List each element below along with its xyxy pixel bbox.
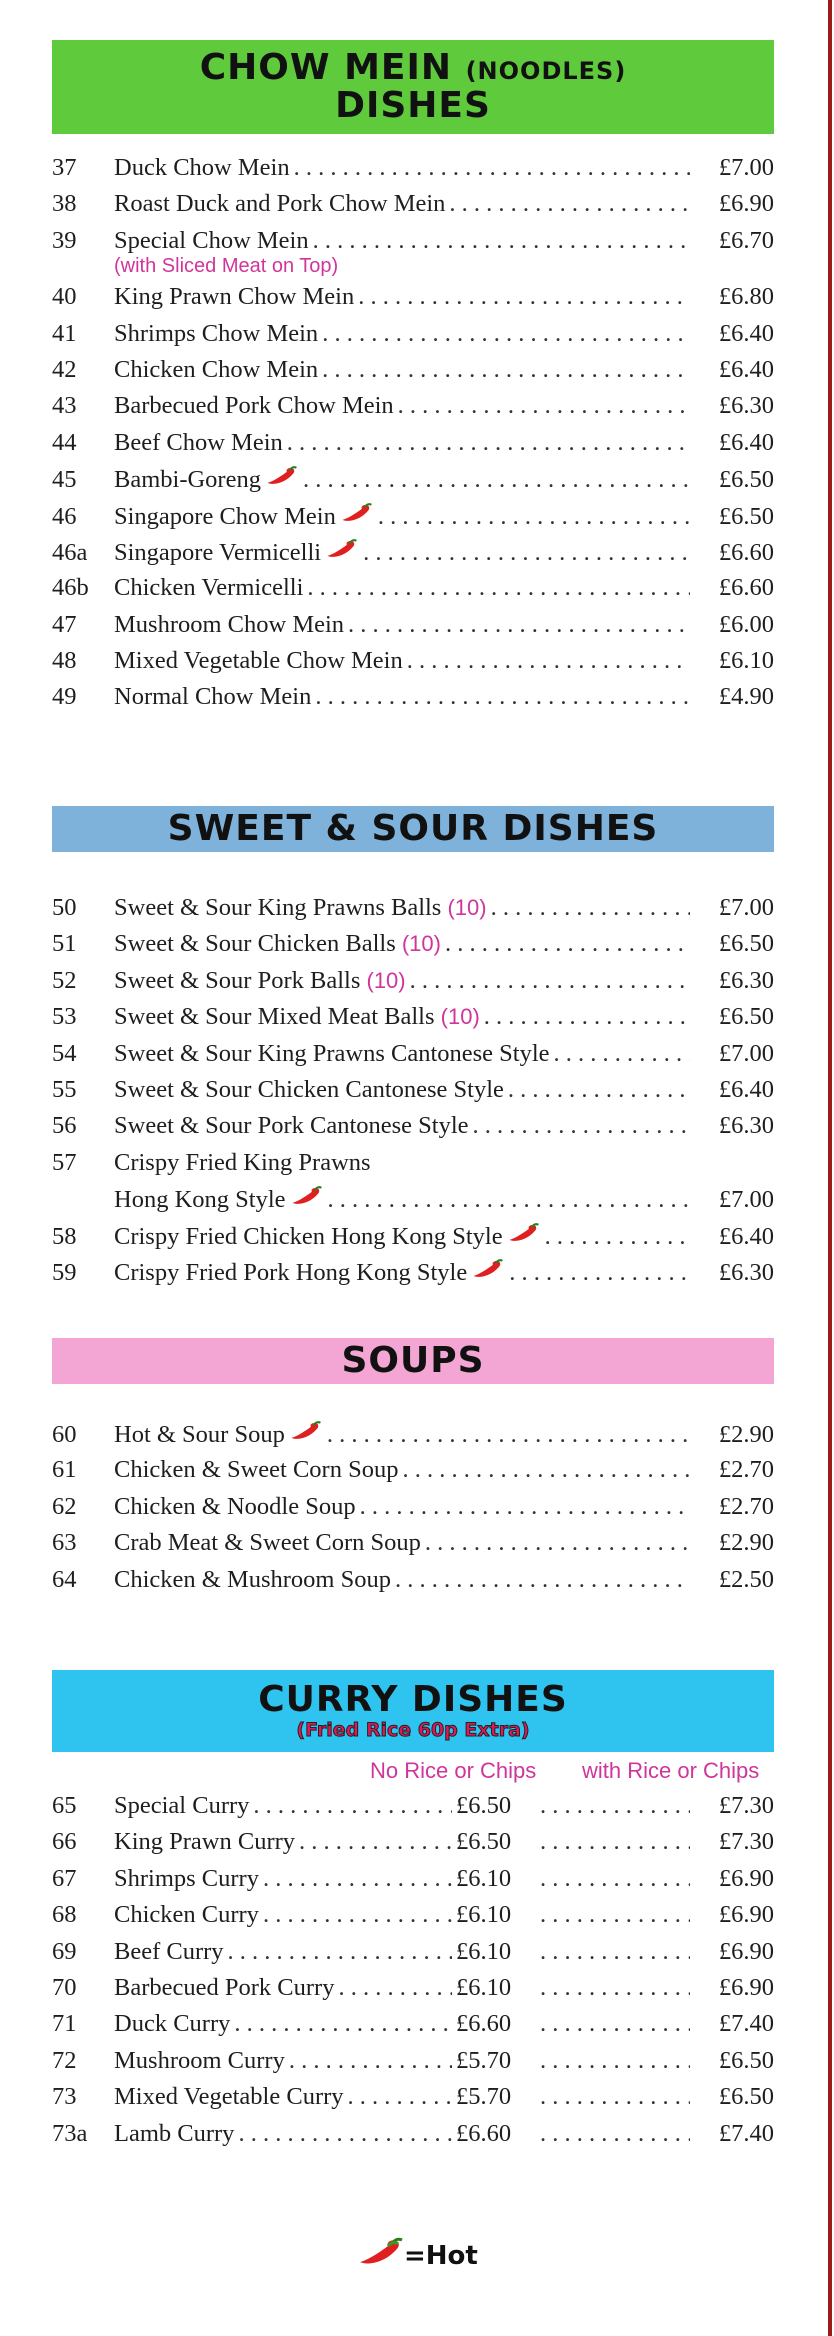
dot-leader — [263, 1865, 452, 1893]
item-number: 46a — [52, 538, 88, 566]
item-price: £2.90 — [718, 1529, 774, 1557]
curry-list — [52, 1792, 774, 2156]
dot-leader — [263, 1901, 452, 1929]
menu-item-row — [52, 1865, 774, 1901]
item-name — [114, 574, 303, 602]
item-name-line2: Hong Kong Style — [114, 1186, 286, 1214]
item-price: £2.50 — [718, 1565, 774, 1593]
item-price: £6.90 — [718, 190, 774, 218]
item-number: 47 — [52, 610, 77, 638]
dot-leader — [407, 647, 690, 675]
item-name — [114, 320, 318, 348]
item-price-with-rice: £7.30 — [718, 1828, 774, 1856]
menu-item-row — [52, 2083, 774, 2119]
chili-pepper-icon — [265, 465, 299, 487]
item-price: £6.60 — [718, 538, 774, 566]
item-number: 64 — [52, 1565, 77, 1593]
item-number: 71 — [52, 2010, 77, 2038]
dot-leader — [540, 1974, 690, 2002]
dot-leader — [228, 1938, 452, 1966]
menu-item-row — [52, 392, 774, 428]
chili-pepper-icon — [290, 1185, 324, 1207]
item-price: £6.40 — [718, 428, 774, 456]
item-name — [114, 356, 318, 384]
item-price: £6.40 — [718, 1222, 774, 1250]
item-name: King Prawn Curry — [114, 1828, 296, 1856]
item-price-with-rice: £6.90 — [718, 1864, 774, 1892]
item-name-text: Barbecued Pork Chow Mein — [114, 392, 394, 420]
menu-item-row — [52, 1792, 774, 1828]
item-price: £2.90 — [718, 1421, 774, 1448]
curry-title: CURRY DISHES — [258, 1679, 568, 1721]
dot-leader — [348, 2083, 452, 2111]
item-name — [114, 930, 441, 958]
item-price-with-rice: £6.90 — [718, 1937, 774, 1965]
item-name — [114, 1456, 398, 1484]
dot-leader — [410, 967, 690, 995]
item-number: 39 — [52, 226, 77, 254]
item-price-no-rice: £6.10 — [456, 1937, 512, 1965]
item-price-no-rice: £6.10 — [456, 1973, 512, 2001]
dot-leader — [348, 611, 690, 639]
item-name-text: Duck Chow Mein — [114, 154, 290, 181]
dot-leader — [425, 1529, 690, 1557]
item-number: 61 — [52, 1456, 77, 1484]
dot-leader — [328, 1186, 691, 1214]
item-price: £4.90 — [718, 683, 774, 711]
sweet-sour-section — [52, 806, 774, 1294]
chili-pepper-icon — [340, 502, 374, 524]
item-name-text: Beef Chow Mein — [114, 428, 283, 456]
item-name-text: Bambi-Goreng — [114, 466, 261, 494]
chow-mein-title-line2: DISHES — [335, 85, 491, 126]
menu-item-row — [52, 1493, 774, 1529]
item-name: Mushroom Curry — [114, 2046, 285, 2074]
sweet-sour-list — [52, 894, 774, 1294]
item-name-text: Chicken Chow Mein — [114, 355, 319, 383]
dot-leader — [509, 1259, 690, 1287]
item-name — [114, 967, 406, 995]
item-number: 72 — [52, 2046, 77, 2074]
dot-leader — [313, 227, 690, 255]
item-price: £6.70 — [718, 226, 774, 254]
item-name-text: Shrimps Chow Mein — [114, 319, 319, 347]
item-name-text: Sweet & Sour Pork Cantonese Style — [114, 1112, 469, 1140]
item-price: £7.00 — [718, 1039, 774, 1067]
item-number: 54 — [52, 1039, 77, 1067]
dot-leader — [238, 2120, 452, 2148]
curry-section — [52, 1670, 774, 2156]
soups-section — [52, 1338, 774, 1602]
item-name-text: Crispy Fried Chicken Hong Kong Style — [114, 1222, 503, 1250]
dot-leader — [449, 190, 690, 218]
menu-item-row — [52, 1258, 774, 1294]
dot-leader — [360, 1493, 690, 1521]
legend-text: =Hot — [404, 2240, 478, 2271]
item-number: 73a — [52, 2119, 88, 2147]
item-name — [114, 466, 261, 494]
item-price: £6.30 — [718, 392, 774, 420]
item-price-no-rice: £5.70 — [456, 2046, 512, 2074]
menu-item-row — [52, 967, 774, 1003]
item-name-text: Normal Chow Mein — [114, 683, 312, 711]
dot-leader — [363, 539, 690, 567]
item-name — [114, 1112, 469, 1140]
item-number: 66 — [52, 1828, 77, 1856]
item-price: £6.40 — [718, 355, 774, 383]
item-name-text: Sweet & Sour Pork Balls — [114, 966, 361, 994]
item-number: 59 — [52, 1258, 77, 1286]
menu-item-row — [52, 538, 774, 574]
menu-item-row-continued — [52, 1185, 774, 1221]
soups-list — [52, 1420, 774, 1602]
item-price-with-rice: £6.50 — [718, 2046, 774, 2074]
chili-pepper-icon — [289, 1420, 323, 1442]
item-name: Chicken Curry — [114, 1901, 259, 1929]
item-name — [114, 429, 283, 457]
item-name — [114, 1040, 550, 1068]
page-edge — [824, 0, 834, 2336]
curry-banner — [52, 1670, 774, 1752]
item-name-text: Sweet & Sour King Prawns Cantonese Style — [114, 1039, 550, 1067]
menu-item-row — [52, 1566, 774, 1602]
item-name — [114, 611, 344, 639]
item-name — [114, 683, 311, 711]
menu-item-row — [52, 1003, 774, 1039]
item-number: 57 — [52, 1148, 77, 1176]
menu-item-row — [52, 574, 774, 610]
menu-item-row — [52, 1076, 774, 1112]
menu-item-row — [52, 2047, 774, 2083]
chow-mein-list — [52, 154, 774, 720]
item-number: 38 — [52, 190, 77, 218]
item-name — [114, 1223, 503, 1251]
item-price: £6.60 — [718, 574, 774, 602]
item-name-text: Singapore Chow Mein — [114, 502, 336, 530]
item-name-text: Crispy Fried Pork Hong Kong Style — [114, 1258, 468, 1286]
item-name-text: Sweet & Sour King Prawns Balls — [114, 894, 442, 921]
dot-leader — [540, 2083, 690, 2111]
item-name-text: Chicken Vermicelli — [114, 574, 304, 602]
item-number: 51 — [52, 930, 77, 958]
chili-pepper-icon — [507, 1222, 541, 1244]
item-price: £6.40 — [718, 319, 774, 347]
menu-item-row — [52, 1901, 774, 1937]
item-name-text: Chicken & Sweet Corn Soup — [114, 1456, 399, 1484]
item-name: Duck Curry — [114, 2010, 231, 2038]
dot-leader — [358, 283, 690, 311]
item-name — [114, 1003, 480, 1031]
chili-pepper-icon — [471, 1258, 505, 1280]
item-name — [114, 283, 354, 311]
item-name: Mixed Vegetable Curry — [114, 2083, 344, 2111]
item-price-no-rice: £5.70 — [456, 2083, 512, 2111]
dot-leader — [315, 683, 690, 711]
dot-leader — [287, 429, 690, 457]
item-name-text: Hot & Sour Soup — [114, 1421, 285, 1448]
menu-item-row — [52, 647, 774, 683]
item-name — [114, 1529, 421, 1557]
item-price-with-rice: £6.90 — [718, 1973, 774, 2001]
item-price: £7.00 — [718, 1186, 774, 1214]
item-name: Shrimps Curry — [114, 1864, 259, 1892]
menu-item-row — [52, 894, 774, 930]
item-name — [114, 503, 336, 531]
item-price: £6.30 — [718, 1258, 774, 1286]
item-name-text: Sweet & Sour Chicken Balls — [114, 930, 396, 958]
menu-item-row — [52, 356, 774, 392]
item-price: £6.00 — [718, 610, 774, 638]
item-name — [114, 1566, 391, 1594]
item-number: 68 — [52, 1901, 77, 1929]
item-name-text: Crab Meat & Sweet Corn Soup — [114, 1529, 421, 1557]
dot-leader — [554, 1040, 690, 1068]
menu-item-row — [52, 1040, 774, 1076]
menu-item-row — [52, 611, 774, 647]
sweet-sour-banner — [52, 806, 774, 852]
item-name: Beef Curry — [114, 1937, 224, 1965]
menu-item-row — [52, 1456, 774, 1492]
item-number: 45 — [52, 466, 77, 494]
chow-mein-title: CHOW MEIN — [199, 47, 453, 89]
menu-item-row — [52, 283, 774, 319]
item-name-text: Sweet & Sour Chicken Cantonese Style — [114, 1075, 504, 1103]
item-price-no-rice: £6.10 — [456, 1901, 512, 1929]
dot-leader — [338, 1974, 452, 2002]
item-price-no-rice: £6.10 — [456, 1864, 512, 1892]
dot-leader — [540, 1828, 690, 1856]
soups-banner — [52, 1338, 774, 1384]
item-price-with-rice: £6.90 — [718, 1901, 774, 1929]
item-name-text: Singapore Vermicelli — [114, 538, 322, 566]
item-name — [114, 154, 290, 182]
item-quantity: (10) — [366, 967, 406, 993]
item-quantity: (10) — [440, 1004, 480, 1030]
item-price: £6.50 — [718, 502, 774, 530]
item-price: £6.80 — [718, 283, 774, 311]
dot-leader — [307, 574, 690, 602]
item-number: 46 — [52, 502, 77, 530]
item-number: 53 — [52, 1003, 77, 1031]
menu-item-row — [52, 1529, 774, 1565]
item-name-text: Mushroom Chow Mein — [114, 610, 345, 638]
item-name-text: King Prawn Chow Mein — [114, 283, 355, 311]
item-price: £6.30 — [718, 1112, 774, 1140]
dot-leader — [545, 1223, 690, 1251]
dot-leader — [322, 320, 690, 348]
dot-leader — [402, 1456, 690, 1484]
dot-leader — [327, 1421, 690, 1449]
dot-leader — [540, 1792, 690, 1820]
item-number: 48 — [52, 647, 77, 675]
curry-subtitle: (Fried Rice 60p Extra) — [296, 1718, 530, 1741]
dot-leader — [395, 1566, 690, 1594]
item-price-with-rice: £6.50 — [718, 2083, 774, 2111]
menu-item-row — [52, 1938, 774, 1974]
menu-item-row — [52, 683, 774, 719]
item-name — [114, 1259, 467, 1287]
item-number: 50 — [52, 894, 77, 921]
item-name — [114, 190, 445, 218]
dot-leader — [491, 894, 690, 922]
dot-leader — [540, 2010, 690, 2038]
menu-item-row — [52, 502, 774, 538]
menu-item-row — [52, 1420, 774, 1456]
item-number: 40 — [52, 283, 77, 311]
curry-col-with-rice: with Rice or Chips — [582, 1758, 760, 1783]
item-price-no-rice: £6.50 — [456, 1792, 512, 1819]
item-name — [114, 1076, 504, 1104]
curry-column-headers — [52, 1752, 774, 1792]
dot-leader — [540, 1938, 690, 1966]
item-name: Barbecued Pork Curry — [114, 1973, 335, 2001]
dot-leader — [234, 2010, 452, 2038]
item-number: 73 — [52, 2083, 77, 2111]
dot-leader — [508, 1076, 690, 1104]
chow-mein-banner — [52, 40, 774, 134]
item-name-text: Chicken & Noodle Soup — [114, 1492, 356, 1520]
item-name-text: Roast Duck and Pork Chow Mein — [114, 190, 446, 218]
item-number: 60 — [52, 1421, 77, 1448]
dot-leader — [299, 1828, 452, 1856]
chili-pepper-icon — [325, 538, 359, 560]
red-edge-stripe — [828, 0, 832, 2336]
menu-item-row — [52, 429, 774, 465]
item-number: 70 — [52, 1973, 77, 2001]
menu-item-row — [52, 1112, 774, 1148]
item-number: 44 — [52, 428, 77, 456]
dot-leader — [289, 2047, 452, 2075]
dot-leader — [540, 2120, 690, 2148]
dot-leader — [445, 930, 690, 958]
menu-item-row — [52, 930, 774, 966]
menu-item-row — [52, 1149, 774, 1185]
item-name: Lamb Curry — [114, 2119, 235, 2147]
item-name — [114, 539, 321, 567]
menu-item-row — [52, 2010, 774, 2046]
item-price: £2.70 — [718, 1492, 774, 1520]
menu-item-row — [52, 1222, 774, 1258]
dot-leader — [398, 392, 690, 420]
soups-title: SOUPS — [341, 1340, 485, 1382]
item-number: 69 — [52, 1937, 77, 1965]
item-name — [114, 894, 487, 922]
item-name-text: Mixed Vegetable Chow Mein — [114, 647, 403, 675]
item-number: 42 — [52, 355, 77, 383]
item-price: £6.50 — [718, 466, 774, 494]
menu-item-row — [52, 2120, 774, 2156]
dot-leader — [540, 1865, 690, 1893]
item-number: 63 — [52, 1529, 77, 1557]
dot-leader — [253, 1792, 452, 1820]
item-price-with-rice: £7.40 — [718, 2119, 774, 2147]
hot-legend — [358, 2236, 478, 2275]
item-price-no-rice: £6.50 — [456, 1828, 512, 1856]
item-number: 52 — [52, 966, 77, 994]
item-price: £6.10 — [718, 647, 774, 675]
item-name — [114, 227, 309, 255]
item-number: 58 — [52, 1222, 77, 1250]
dot-leader — [378, 503, 690, 531]
item-quantity: (10) — [401, 931, 441, 957]
menu-item-row — [52, 320, 774, 356]
curry-col-no-rice: No Rice or Chips — [370, 1758, 537, 1783]
item-price: £7.00 — [718, 154, 774, 181]
item-name: Crispy Fried King Prawns — [114, 1148, 371, 1176]
dot-leader — [540, 1901, 690, 1929]
item-number: 37 — [52, 154, 77, 181]
chow-mein-section — [52, 40, 774, 720]
item-name — [114, 392, 394, 420]
item-price-with-rice: £7.40 — [718, 2010, 774, 2038]
item-quantity: (10) — [447, 895, 487, 920]
item-price-with-rice: £7.30 — [718, 1792, 774, 1819]
item-name — [114, 647, 403, 675]
item-number: 55 — [52, 1075, 77, 1103]
item-number: 46b — [52, 574, 89, 602]
item-price-no-rice: £6.60 — [456, 2119, 512, 2147]
item-name-text: Sweet & Sour Mixed Meat Balls — [114, 1003, 435, 1031]
dot-leader — [322, 356, 690, 384]
item-number: 43 — [52, 392, 77, 420]
item-name — [114, 1493, 356, 1521]
menu-item-row — [52, 190, 774, 226]
dot-leader — [484, 1003, 690, 1031]
item-price: £6.50 — [718, 930, 774, 958]
dot-leader — [294, 154, 690, 182]
item-name-text: Special Chow Mein — [114, 226, 309, 254]
item-price-no-rice: £6.60 — [456, 2010, 512, 2038]
item-price: £6.40 — [718, 1075, 774, 1103]
menu-item-row — [52, 154, 774, 190]
item-price: £6.30 — [718, 966, 774, 994]
item-number: 67 — [52, 1864, 77, 1892]
item-number: 49 — [52, 683, 77, 711]
item-number: 41 — [52, 319, 77, 347]
chow-mein-title-small: (NOODLES) — [465, 57, 627, 86]
sweet-sour-title: SWEET & SOUR DISHES — [167, 808, 659, 850]
item-number: 56 — [52, 1112, 77, 1140]
menu-item-row — [52, 1828, 774, 1864]
item-name: Special Curry — [114, 1792, 250, 1819]
menu-item-row — [52, 465, 774, 501]
item-note: (with Sliced Meat on Top) — [114, 255, 339, 278]
item-price: £6.50 — [718, 1003, 774, 1031]
dot-leader — [473, 1112, 690, 1140]
item-name — [114, 1421, 285, 1449]
item-price: £2.70 — [718, 1456, 774, 1484]
item-name-text: Chicken & Mushroom Soup — [114, 1565, 391, 1593]
dot-leader — [540, 2047, 690, 2075]
dot-leader — [303, 466, 690, 494]
menu-item-row — [52, 1974, 774, 2010]
chili-pepper-icon — [358, 2236, 404, 2275]
item-number: 62 — [52, 1492, 77, 1520]
item-number: 65 — [52, 1792, 77, 1819]
item-price: £7.00 — [718, 894, 774, 921]
